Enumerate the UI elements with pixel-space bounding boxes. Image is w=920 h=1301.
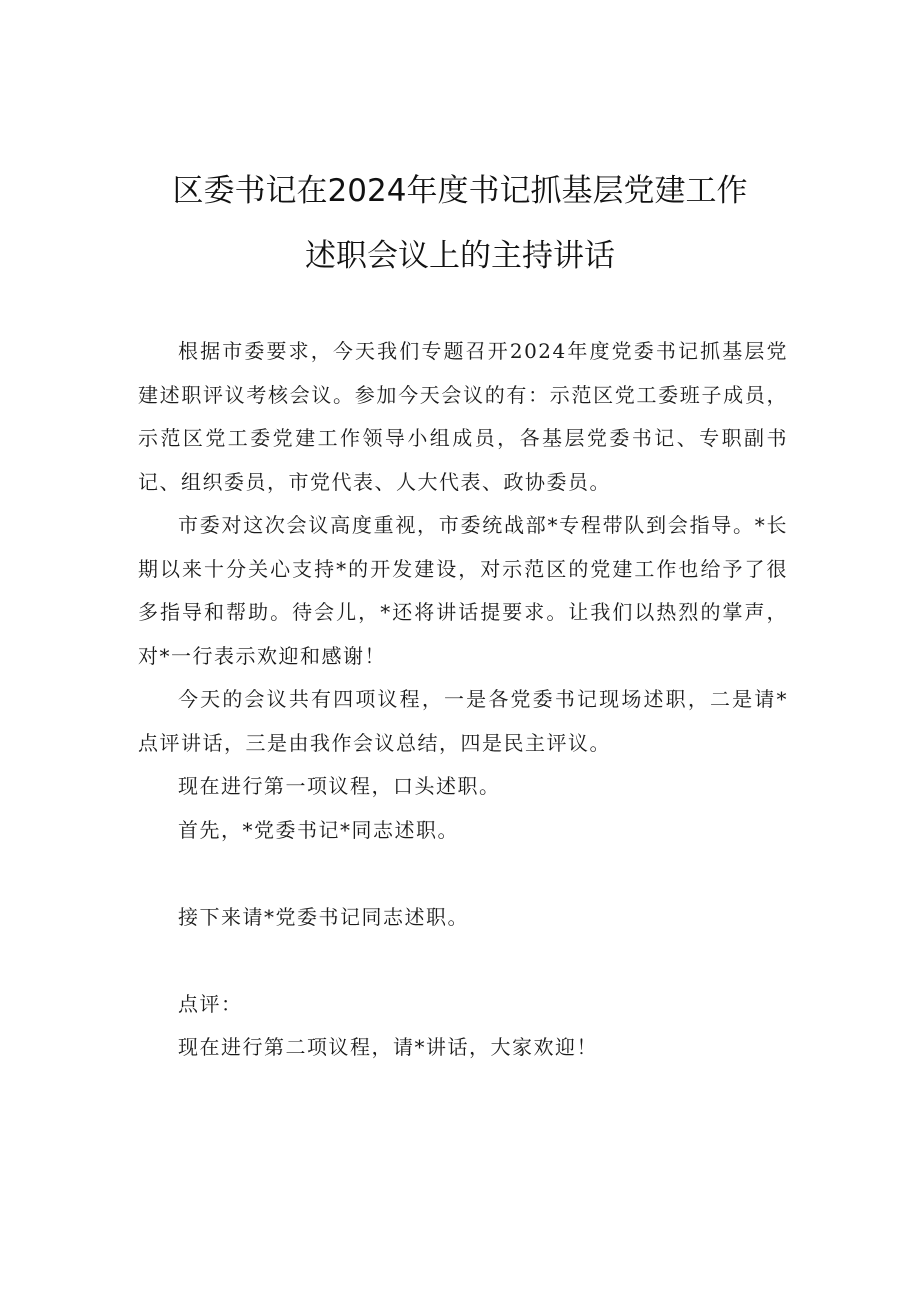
- paragraph-comment-label: 点评：: [178, 991, 243, 1016]
- blank-line: [138, 939, 788, 983]
- document-title-line-1: 区委书记在2024年度书记抓基层党建工作: [172, 173, 748, 209]
- document-title-line-2: 述职会议上的主持讲话: [305, 238, 615, 274]
- paragraph-first-speaker: 首先，*党委书记*同志述职。: [178, 817, 459, 842]
- paragraph-welcome: 市委对这次会议高度重视，市委统战部*专程带队到会指导。*长期以来十分关心支持*的开发建设，对示范区的党建工作也给予了很多指导和帮助。待会儿，*还将讲话提要求。让我们以热烈的掌声，对*一行表示欢迎和感谢！: [138, 513, 788, 668]
- paragraph-second-item: 现在进行第二项议程，请*讲话，大家欢迎！: [178, 1035, 598, 1059]
- paragraph-first-item: 现在进行第一项议程，口头述职。: [178, 774, 501, 798]
- document-body: [138, 330, 788, 1070]
- paragraph-meeting-intro: 根据市委要求，今天我们专题召开2024年度党委书记抓基层党建述职评议考核会议。参加今天会议的有：示范区党工委班子成员，示范区党工委党建工作领导小组成员，各基层党委书记、专职副书记、组织委员，市党代表、人大代表、政协委员。: [138, 339, 788, 494]
- blank-line: [138, 852, 788, 896]
- paragraph-next-speaker: 接下来请*党委书记同志述职。: [178, 904, 469, 929]
- paragraph-agenda: 今天的会议共有四项议程，一是各党委书记现场述职，二是请*点评讲话，三是由我作会议总结，四是民主评议。: [138, 687, 788, 755]
